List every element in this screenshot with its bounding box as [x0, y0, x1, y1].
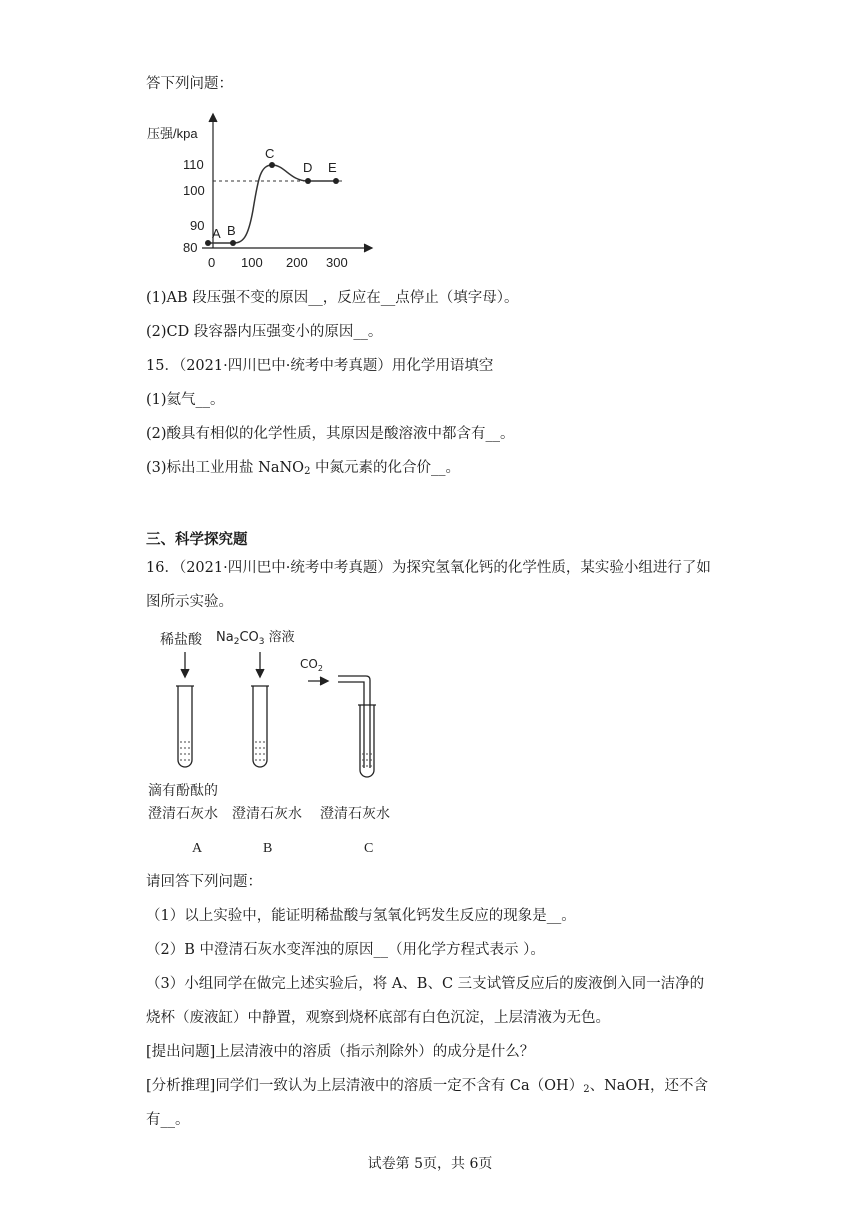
- intro-line: 答下列问题：: [146, 76, 233, 92]
- x-tick-100: 100: [241, 255, 263, 270]
- q14-part1: (1)AB 段压强不变的原因__，反应在__点停止（填字母）。: [146, 290, 519, 306]
- arrow-b-head: [256, 669, 264, 677]
- point-b-label: B: [227, 223, 236, 238]
- y-tick-90: 90: [190, 218, 205, 233]
- q15-part1: (1)氦气__。: [146, 392, 225, 408]
- tube-b: [253, 686, 267, 767]
- analysis-text: [分析推理]同学们一致认为上层清液中的溶质一定不含有 Ca（OH）: [146, 1078, 584, 1094]
- pressure-graph: [140, 110, 380, 280]
- q16-stem-line2: 图所示实验。: [146, 594, 233, 610]
- q16-analysis-line1: [146, 1076, 708, 1096]
- q16-answer2: （2）B 中澄清石灰水变浑浊的原因__（用化学方程式表示 ）。: [146, 942, 545, 958]
- tube-b-letter: B: [263, 841, 273, 856]
- q16-prompt: 请回答下列问题：: [146, 874, 262, 890]
- analysis-sub: 2: [583, 1084, 590, 1095]
- point-a: [205, 240, 211, 246]
- q15-part3-post: 中氮元素的化合价__。: [310, 460, 461, 476]
- q15-part3: [146, 458, 460, 478]
- q16-stem-line1: 16．（2021·四川巴中·统考中考真题）为探究氢氧化钙的化学性质，某实验小组进行了如: [146, 560, 711, 576]
- label-c: 澄清石灰水: [320, 806, 390, 822]
- x-tick-0: 0: [208, 255, 216, 270]
- point-c: [269, 162, 275, 168]
- q16-question-line: [提出问题]上层清液中的溶质（指示剂除外）的成分是什么？: [146, 1044, 535, 1060]
- q15-part3-sub: 2: [304, 466, 311, 477]
- point-e: [333, 178, 339, 184]
- q15-part3-pre: (3)标出工业用盐 NaNO: [146, 460, 305, 476]
- reagent-c-label: $CO_2$: [300, 657, 323, 673]
- tube-a: [178, 686, 192, 767]
- y-axis-label: 压强/kpa: [147, 126, 198, 141]
- point-a-label: A: [212, 226, 221, 241]
- arrow-c-head: [320, 677, 328, 685]
- arrow-a-head: [181, 669, 189, 677]
- x-tick-200: 200: [286, 255, 308, 270]
- point-b: [230, 240, 236, 246]
- tube-c-letter: C: [364, 841, 374, 856]
- y-tick-100: 100: [183, 183, 205, 198]
- analysis-post: 、NaOH，还不含: [589, 1078, 708, 1094]
- reagent-a-label: 稀盐酸: [160, 632, 202, 648]
- y-tick-110: 110: [183, 157, 204, 172]
- x-axis-arrow: [364, 244, 372, 252]
- tube-a-letter: A: [192, 841, 203, 856]
- section-title: 三、科学探究题: [146, 531, 248, 548]
- reagent-b-label: $Na_2CO_3$ 溶液: [216, 630, 295, 647]
- point-c-label: C: [265, 146, 275, 161]
- y-tick-80: 80: [183, 240, 198, 255]
- label-b: 澄清石灰水: [232, 806, 302, 822]
- q16-answer3-line1: （3）小组同学在做完上述实验后，将 A、B、C 三支试管反应后的废液倒入同一洁净的: [146, 976, 705, 992]
- label-a-line2: 澄清石灰水: [148, 806, 218, 822]
- q16-answer1: （1）以上实验中，能证明稀盐酸与氢氧化钙发生反应的现象是__。: [146, 908, 576, 924]
- q16-analysis-line2: 有__。: [146, 1112, 190, 1128]
- q15-part2: (2)酸具有相似的化学性质，其原因是酸溶液中都含有__。: [146, 426, 515, 442]
- experiment-figure: [140, 620, 430, 860]
- q15-stem: 15．（2021·四川巴中·统考中考真题）用化学用语填空: [146, 358, 494, 374]
- point-d-label: D: [303, 160, 313, 175]
- point-d: [305, 178, 311, 184]
- delivery-tube-outer: [338, 676, 370, 768]
- x-tick-300: 300: [326, 255, 348, 270]
- y-axis-arrow: [209, 114, 217, 122]
- page-footer: 试卷第 5页，共 6页: [367, 1156, 493, 1172]
- q14-part2: (2)CD 段容器内压强变小的原因__。: [146, 324, 383, 340]
- point-e-label: E: [328, 160, 337, 175]
- q16-answer3-line2: 烧杯（废液缸）中静置，观察到烧杯底部有白色沉淀，上层清液为无色。: [146, 1010, 610, 1026]
- label-a-line1: 滴有酚酞的: [148, 783, 218, 799]
